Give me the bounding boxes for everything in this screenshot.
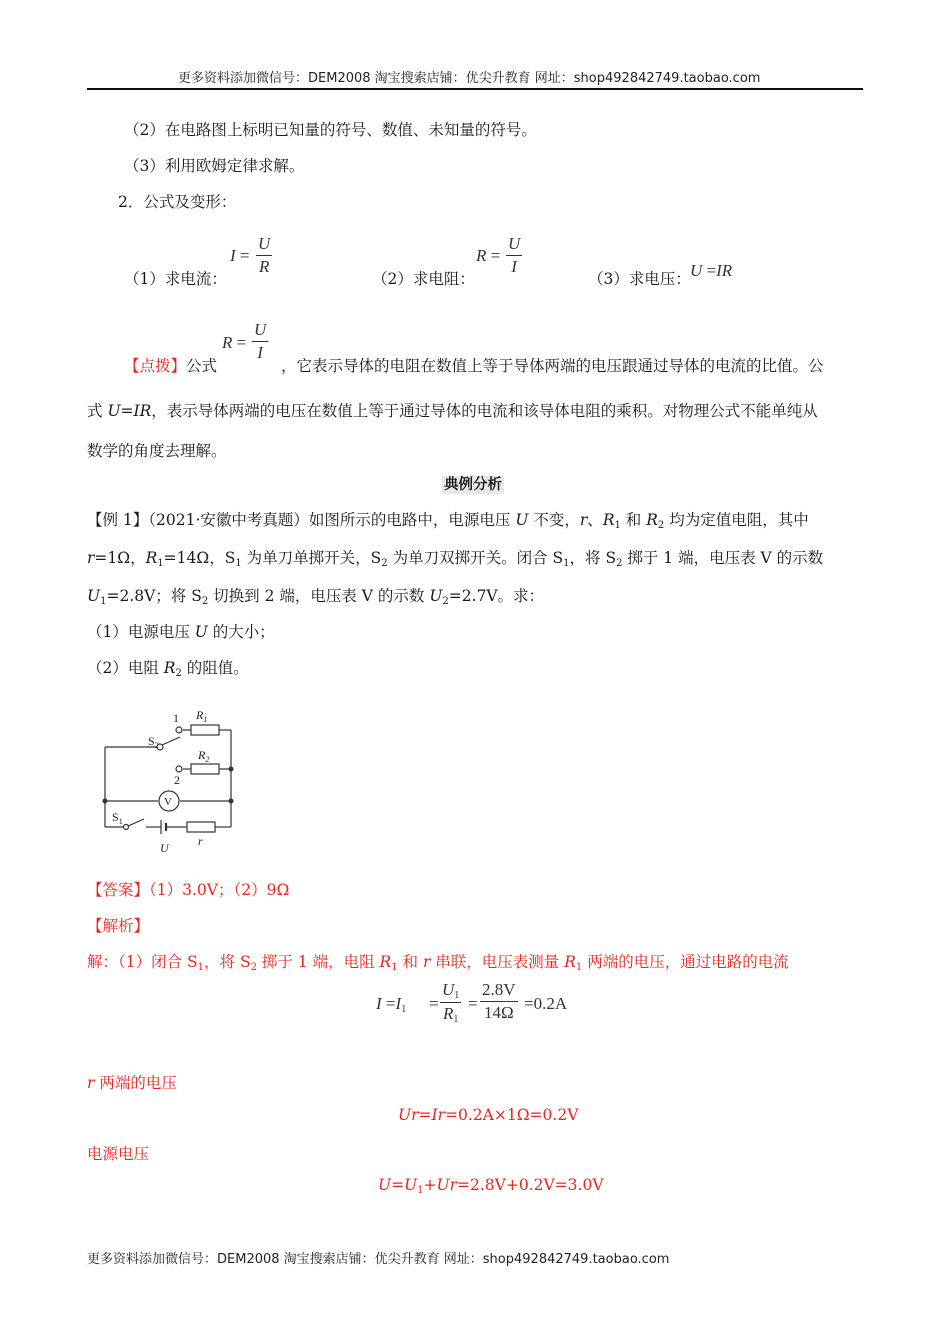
- switch-s1-pivot: [124, 825, 129, 830]
- label-2: 2: [174, 773, 180, 787]
- source-voltage-label: 电源电压: [87, 1145, 150, 1163]
- current-label: （1）求电流：: [124, 270, 227, 288]
- tip-line-2: 式 U=IR，表示导体两端的电压在数值上等于通过导体的电流和该导体电阻的乘积。对物理公式不能单纯从: [87, 402, 818, 420]
- voltage-label: （3）求电压：: [588, 270, 691, 288]
- answer: 【答案】（1）3.0V；（2）9Ω: [87, 881, 290, 899]
- example-line-1: 【例 1】（2021·安徽中考真题）如图所示的电路中，电源电压 U 不变，r、$R_1$ 和 $R_2$ 均为定值电阻，其中: [87, 511, 809, 531]
- formula-u: U =IR: [690, 261, 733, 280]
- step-2: （2）在电路图上标明已知量的符号、数值、未知量的符号。: [124, 121, 537, 139]
- eq1-fraction-1: $U_1$ $R_1$: [442, 980, 460, 1025]
- formula-i-lhs: I =: [230, 246, 250, 265]
- junction-dot: [103, 799, 108, 804]
- resistor-r: [187, 822, 215, 832]
- tip-fraction: U I: [254, 320, 267, 362]
- circuit-diagram: [90, 700, 250, 860]
- label-1: 1: [173, 711, 179, 725]
- formula-r-lhs: R =: [476, 246, 501, 265]
- analysis-tag: 【解析】: [87, 917, 150, 935]
- voltmeter-label: V: [164, 796, 172, 808]
- tip-line-1: 【点拨】公式 ，它表示导体的电阻在数值上等于导体两端的电压跟通过导体的电流的比值。公: [124, 357, 824, 375]
- terminal-1: [176, 727, 182, 733]
- step-3: （3）利用欧姆定律求解。: [124, 157, 305, 175]
- solution-line-1: 解：（1）闭合 $S_1$，将 $S_2$ 掷于 1 端，电阻 $R_1$ 和 r 串联，电压表测量 $R_1$ 两端的电压，通过电路的电流: [87, 953, 789, 973]
- tip-r-lhs: R =: [222, 333, 247, 352]
- tip-line-3: 数学的角度去理解。: [87, 442, 227, 460]
- page-header: 更多资料添加微信号：DEM2008 淘宝搜索店铺：优尖升教育 网址：shop492842749.taobao.com: [178, 71, 761, 86]
- header-rule: [87, 88, 863, 90]
- eq1-lhs: $I =I_1$: [376, 994, 407, 1015]
- terminal-2: [176, 766, 182, 772]
- label-u: U: [160, 841, 169, 855]
- formula-title: 2．公式及变形：: [118, 193, 237, 211]
- label-r1: $R_1$: [196, 708, 208, 724]
- question-2: （2）电阻 $R_2$ 的阻值。: [87, 659, 249, 679]
- resistor-r1: [191, 725, 219, 735]
- formula-r-fraction: U I: [508, 234, 521, 276]
- r-voltage-label: r 两端的电压: [87, 1074, 177, 1092]
- section-title: 典例分析: [444, 477, 502, 493]
- eq1-fraction-2: 2.8V 14Ω: [482, 980, 516, 1022]
- tip-tag: 【点拨】: [124, 357, 187, 375]
- example-line-2: r=1Ω，$R_1=14\Omega$，$S_1$ 为单刀单掷开关，$S_2$ 为单刀双掷开关。闭合 $S_1$，将 $S_2$ 掷于 1 端，电压表 V 的示数: [87, 549, 824, 569]
- junction-dot: [229, 799, 234, 804]
- junction-dot: [229, 767, 234, 772]
- label-r2: $R_2$: [198, 748, 210, 764]
- page-footer: 更多资料添加微信号：DEM2008 淘宝搜索店铺：优尖升教育 网址：shop492842749.taobao.com: [87, 1252, 670, 1267]
- label-s2: $S_2$: [148, 734, 159, 750]
- example-line-3: $U_1=2.8V$；将 $S_2$ 切换到 2 端，电压表 V 的示数 $U_2=2.7V$。求：: [87, 587, 545, 607]
- resistance-label: （2）求电阻：: [372, 270, 475, 288]
- eq3: $U=U_1+Ur=2.8V+0.2V=3.0V$: [378, 1176, 604, 1196]
- eq2: Ur=Ir=0.2A×1Ω=0.2V: [398, 1106, 579, 1124]
- switch-s1-blade: [128, 819, 144, 826]
- formula-i-fraction: U R: [258, 234, 271, 276]
- resistor-r2: [191, 764, 219, 774]
- question-1: （1）电源电压 U 的大小；: [87, 623, 275, 641]
- label-r: r: [198, 834, 203, 848]
- eq1-result: =0.2A: [524, 994, 568, 1013]
- switch-s2-blade: [162, 737, 180, 745]
- label-s1: $S_1$: [112, 810, 123, 826]
- eq1-eq-b: =: [468, 994, 478, 1013]
- eq1-eq-a: =: [428, 994, 440, 1013]
